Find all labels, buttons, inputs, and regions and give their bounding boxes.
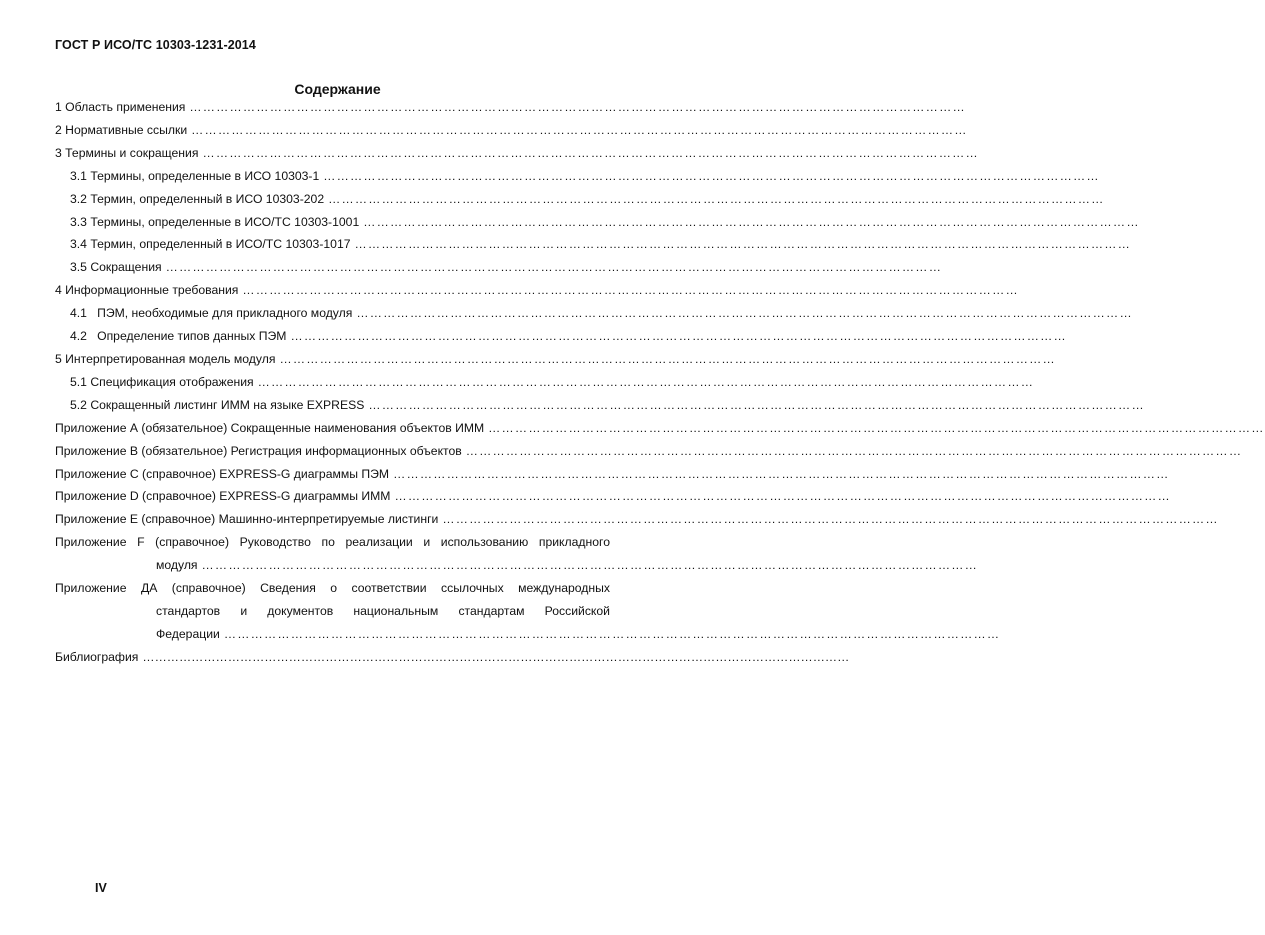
dot-leader: ………………………………………………………………………………………………………………………………………………………… [290, 329, 1067, 344]
toc-entry-label: 4.1 ПЭМ, необходимые для прикладного модуля [70, 306, 353, 321]
dot-leader: ………………………………………………………………………………………………………………………………………………………… [368, 397, 1145, 412]
dot-leader: ………………………………………………………………………………………………………………………………………………………… [394, 489, 1171, 504]
page-title: Содержание [294, 81, 381, 97]
toc-entry-label: 2 Нормативные ссылки [55, 122, 188, 137]
toc-entry-4[interactable] [55, 279, 1019, 302]
toc-entry-label: 3 Термины и сокращения [55, 145, 199, 160]
toc-entry-2[interactable] [55, 119, 968, 142]
dot-leader: ………………………………………………………………………………………………………………………………………………………… [202, 145, 979, 160]
document-code: ГОСТ Р ИСО/ТС 10303-1231-2014 [55, 38, 256, 52]
toc-entry-5-1[interactable] [55, 371, 1035, 394]
toc-entry-appendix-d[interactable] [55, 485, 1171, 508]
toc-entry-label: 4.2 Определение типов данных ПЭМ [70, 329, 287, 344]
dot-leader: ………………………………………………………………………………………………………………………………………………………… [488, 420, 1265, 435]
dot-leader: ………………………………………………………………………………………………………………………………………………………… [356, 306, 1133, 321]
toc-entry-appendix-e[interactable] [55, 508, 1219, 531]
toc-entry-5-2[interactable] [55, 394, 1145, 417]
dot-leader: ………………………………………………………………………………………………………………………………………………………… [465, 443, 1243, 458]
toc-entry-appendix-a[interactable] [55, 417, 1265, 440]
dot-leader: ………………………………………………………………………………………………………………………………………………………… [323, 168, 1100, 183]
toc-entry-label: 5 Интерпретированная модель модуля [55, 351, 276, 366]
toc-entry-label: Приложение D (справочное) EXPRESS-G диаграммы ИММ [55, 489, 391, 504]
toc-entry-5[interactable] [55, 348, 1056, 371]
toc-entry-4-1[interactable] [55, 302, 1133, 325]
toc-entry-label: 1 Область применения [55, 100, 186, 114]
toc-entry-label: Библиография [55, 649, 139, 664]
toc-entry-label: Приложение ДА (справочное) Сведения о соответствии ссылочных международных [55, 581, 610, 596]
toc-entry-label-continued: стандартов и документов национальным стандартам Российской [156, 603, 610, 618]
toc-entry-label: 5.1 Спецификация отображения [70, 374, 254, 389]
toc-entry-appendix-c[interactable] [55, 463, 1170, 486]
dot-leader: ………………………………………………………………………………………………………………………………………………………… [201, 558, 979, 573]
dot-leader: ………………………………………………………………………………………………………………………………………………………… [393, 466, 1170, 481]
toc-entry-label: 3.3 Термины, определенные в ИСО/ТС 10303-1001 [70, 214, 360, 229]
toc-entry-label: Приложение Е (справочное) Машинно-интерпретируемые листинги [55, 512, 439, 527]
toc-entry-bibliography[interactable] [55, 646, 850, 669]
toc-entry-label: 3.2 Термин, определенный в ИСО 10303-202 [70, 191, 325, 206]
toc-entry-label: Приложение А (обязательное) Сокращенные наименования объектов ИММ [55, 420, 485, 435]
toc-entry-1[interactable] [55, 96, 966, 119]
dot-leader: ………………………………………………………………………………………………………………………………………………………… [242, 283, 1019, 298]
toc-entry-label: 4 Информационные требования [55, 283, 239, 298]
toc-entry-label: 3.4 Термин, определенный в ИСО/ТС 10303-1017 [70, 237, 351, 252]
toc-entry-3-5[interactable] [55, 256, 943, 279]
dot-leader: ………………………………………………………………………………………………………………………………………………………… [257, 374, 1035, 389]
toc-entry-appendix-b[interactable] [55, 440, 1243, 463]
toc-entry-label: Приложение С (справочное) EXPRESS-G диаграммы ПЭМ [55, 466, 390, 481]
toc-entry-3-2[interactable] [55, 188, 1105, 211]
dot-leader: ………………………………………………………………………………………………………………………………………………………… [279, 351, 1056, 366]
dot-leader: ………………………………………………………………………………………………………………………………………………………… [442, 512, 1219, 527]
toc-entry-3-1[interactable] [55, 165, 1100, 188]
toc-entry-label: 3.5 Сокращения [70, 260, 162, 275]
toc-entry-label: Приложение F (справочное) Руководство по реализации и использованию прикладного [55, 535, 610, 550]
page-number: IV [95, 881, 107, 895]
toc-entry-3[interactable] [55, 142, 979, 165]
dot-leader: ………………………………………………………………………………………………………………………………………………………… [354, 237, 1131, 252]
dot-leader: ………………………………………………………………………………………………………………………………………………………… [165, 260, 943, 275]
dot-leader: ………………………………………………………………………………………………………………………………………………………… [328, 191, 1105, 206]
toc-entry-label-continued: Федерации [156, 626, 220, 641]
toc-entry-appendix-f[interactable] [55, 531, 979, 577]
toc-entry-4-2[interactable] [55, 325, 1067, 348]
dot-leader: ………………………………………………………………………………………………………………………………………………………… [363, 214, 1140, 229]
toc-entry-3-4[interactable] [55, 233, 1131, 256]
toc-entry-appendix-da[interactable] [55, 577, 1001, 646]
dot-leader: ………………………………………………………………………………………………………………………………………………………… [223, 626, 1001, 641]
dot-leader: ………………………………………………………………………………………………………………………………………………………… [189, 100, 966, 114]
dot-leader: ………………………………………………………………………………………………………………………………………………………… [142, 649, 850, 664]
toc-entry-label-continued: модуля [156, 558, 198, 573]
table-of-contents [55, 96, 1265, 669]
toc-entry-label: Приложение В (обязательное) Регистрация информационных объектов [55, 443, 462, 458]
toc-entry-label: 3.1 Термины, определенные в ИСО 10303-1 [70, 168, 320, 183]
toc-entry-label: 5.2 Сокращенный листинг ИММ на языке EXPRESS [70, 397, 365, 412]
toc-entry-3-3[interactable] [55, 211, 1140, 234]
dot-leader: ………………………………………………………………………………………………………………………………………………………… [191, 122, 968, 137]
